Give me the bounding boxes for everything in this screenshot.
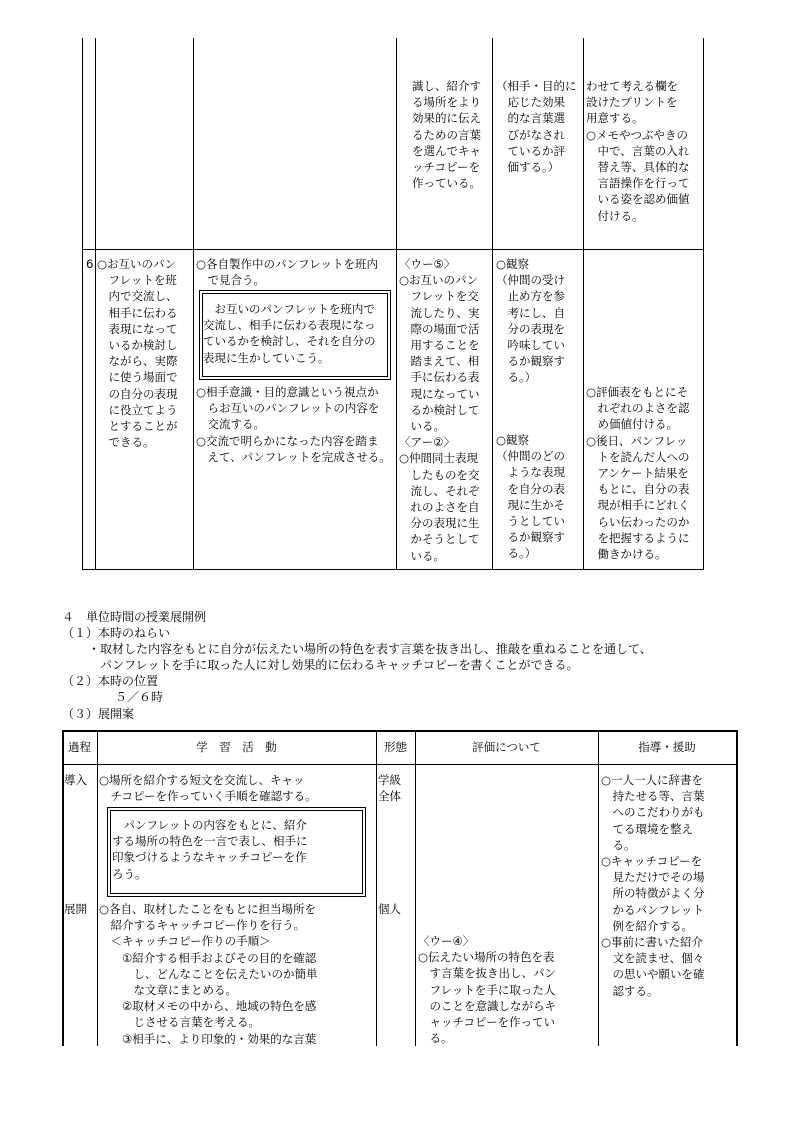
table2-border-right — [736, 730, 738, 1046]
intro-process: 導入 — [64, 773, 87, 787]
header-form: 形態 — [384, 740, 407, 754]
intro-form: 学級 全体 — [378, 773, 401, 804]
header-activity: 学 習 活 動 — [196, 740, 277, 754]
intro-activity: ○場所を紹介する短文を交流し、キャッ チコピーを作っていく手順を確認する。 — [99, 773, 317, 804]
row5-content: 識し、紹介す る場所をより 効果的に伝え るための言葉 を選んでキャ ッチコピーを 作っている。 — [412, 79, 481, 191]
guidance-text: ○一人一人に辞書を 持たせる等、言葉 へのこだわりがも てる環境を整え る。 ○キャッチコピーを 見ただけでその場 所の特徴がよく分 かるパンフレット 例を紹介する。 ○事前に書いた紹介 文を読ませ、個々 の思いや願いを確 認する。 — [601, 773, 705, 998]
row6-method-1: ○観察 （仲間の受け 止め方を参 考にし、自 分の表現を 吟味してい るか観察す る。） — [496, 257, 565, 385]
table2-col-line — [376, 730, 377, 1046]
subsection-plan-heading: （３）展開案 — [62, 707, 135, 721]
table2-header-divider — [62, 764, 737, 765]
row6-support: ○評価表をもとにそ れぞれのよさを認 め価値付ける。 ○後日、パンフレッ トを読んだ人への アンケート結果を もとに、自分の表 現が相手にどれく らい伝わったのか を把握するように 働きかける。 — [586, 385, 690, 562]
table2-col-line — [598, 730, 599, 1046]
table1-col-line — [95, 38, 96, 570]
develop-evaluation: 〈ウー④〉 ○伝えたい場所の特色を表 す言葉を抜き出し、パン フレットを手に取った人 のことを意識しながらキ ャッチコピーを作ってい る。 — [418, 934, 556, 1046]
row6-activity-2: ○相手意識・目的意識という視点か らお互いのパンフレットの内容を 交流する。 ○交流で明らかになった内容を踏ま えて、パンフレットを完成させる。 — [196, 385, 391, 464]
row5-method: （相手・目的に 応じた効果 的な言葉選 びがなされ ているか評 価する。） — [496, 79, 577, 175]
table1-row-divider — [82, 249, 704, 250]
develop-process: 展開 — [64, 902, 87, 916]
develop-activity: ○各自、取材したことをもとに担当場所を 紹介するキャッチコピー作りを行う。 ＜キャッチコピー作りの手順＞ ①紹介する相手およびその目的を確認 し、どんなことを伝えたいのか簡単 な文章にまとめる。 ②取材メモの中から、地域の特色を感 じさせる言葉を考える。 ③相手に、より印象的・効果的な言葉 — [99, 902, 318, 1046]
row6-activity-box-text: お互いのパンフレットを班内で 交流し、相手に伝わる表現になっ ているかを検討し、それを自分の 表現に生かしていこう。 — [203, 302, 376, 365]
header-guidance: 指導・援助 — [638, 740, 696, 754]
table1-col-line — [193, 38, 194, 570]
table1-col-line — [396, 38, 397, 570]
intro-goal-box-text: パンフレットの内容をもとに、紹介 する場所の特色を一言で表し、相手に 印象づけるようなキャッチコピーを作 ろう。 — [112, 818, 308, 881]
table1-border-bottom — [82, 569, 704, 570]
lesson-position: ５／６時 — [115, 690, 164, 704]
table2-col-line — [97, 730, 98, 1046]
table2-border-top — [62, 730, 737, 732]
table1-col-line — [583, 38, 584, 570]
table1-col-line — [492, 38, 493, 570]
subsection-aim-heading: （１）本時のねらい — [62, 626, 171, 640]
row6-activity-1: ○各自製作中のパンフレットを班内 で見合う。 — [196, 257, 378, 288]
aim-text: ・取材した内容をもとに自分が伝えたい場所の特色を表す言葉を抜き出し、推敲を重ねることを通して、 パンフレットを手に取った人に対し効果的に伝わるキャッチコピーを書くことができる。 — [88, 642, 652, 672]
table2-col-line — [415, 730, 416, 1046]
header-process: 過程 — [68, 740, 91, 754]
row6-number: 6 — [86, 257, 94, 271]
row6-content: 〈ウー⑤〉 ○お互いのパン フレットを交 流したり、実 際の場面で活 用することを 踏まえて、相 手に伝わる表 現になってい るか検討して いる。 〈アー②〉 ○仲間同士表現 したものを交 流し、それぞ れのよさを自 分の表現に生 かそうとして いる。 — [399, 257, 480, 563]
develop-form: 個人 — [378, 902, 401, 916]
row6-aim: ○お互いのパン フレットを班 内で交流し、 相手に伝わる 表現になって いるか検討し ながら、実際 に使う場面で の自分の表現 に役立てよう とすることが できる。 — [97, 257, 178, 450]
table1-border-left — [82, 38, 83, 570]
row5-support: わせて考える欄を 設けたプリントを 用意する。 ○メモやつぶやきの 中で、言葉の入れ 替え等、具体的な 言語操作を行って いる姿を認め価値 付ける。 — [586, 79, 690, 223]
table1-border-right — [703, 38, 704, 570]
header-evaluation: 評価について — [472, 740, 541, 754]
row6-method-2: ○観察 （仲間のどの ような表現 を自分の表 現に生かそ うとしてい るか観察す る。） — [496, 433, 565, 561]
section-heading: ４ 単位時間の授業展開例 — [62, 610, 207, 624]
subsection-position-heading: （２）本時の位置 — [62, 674, 159, 688]
